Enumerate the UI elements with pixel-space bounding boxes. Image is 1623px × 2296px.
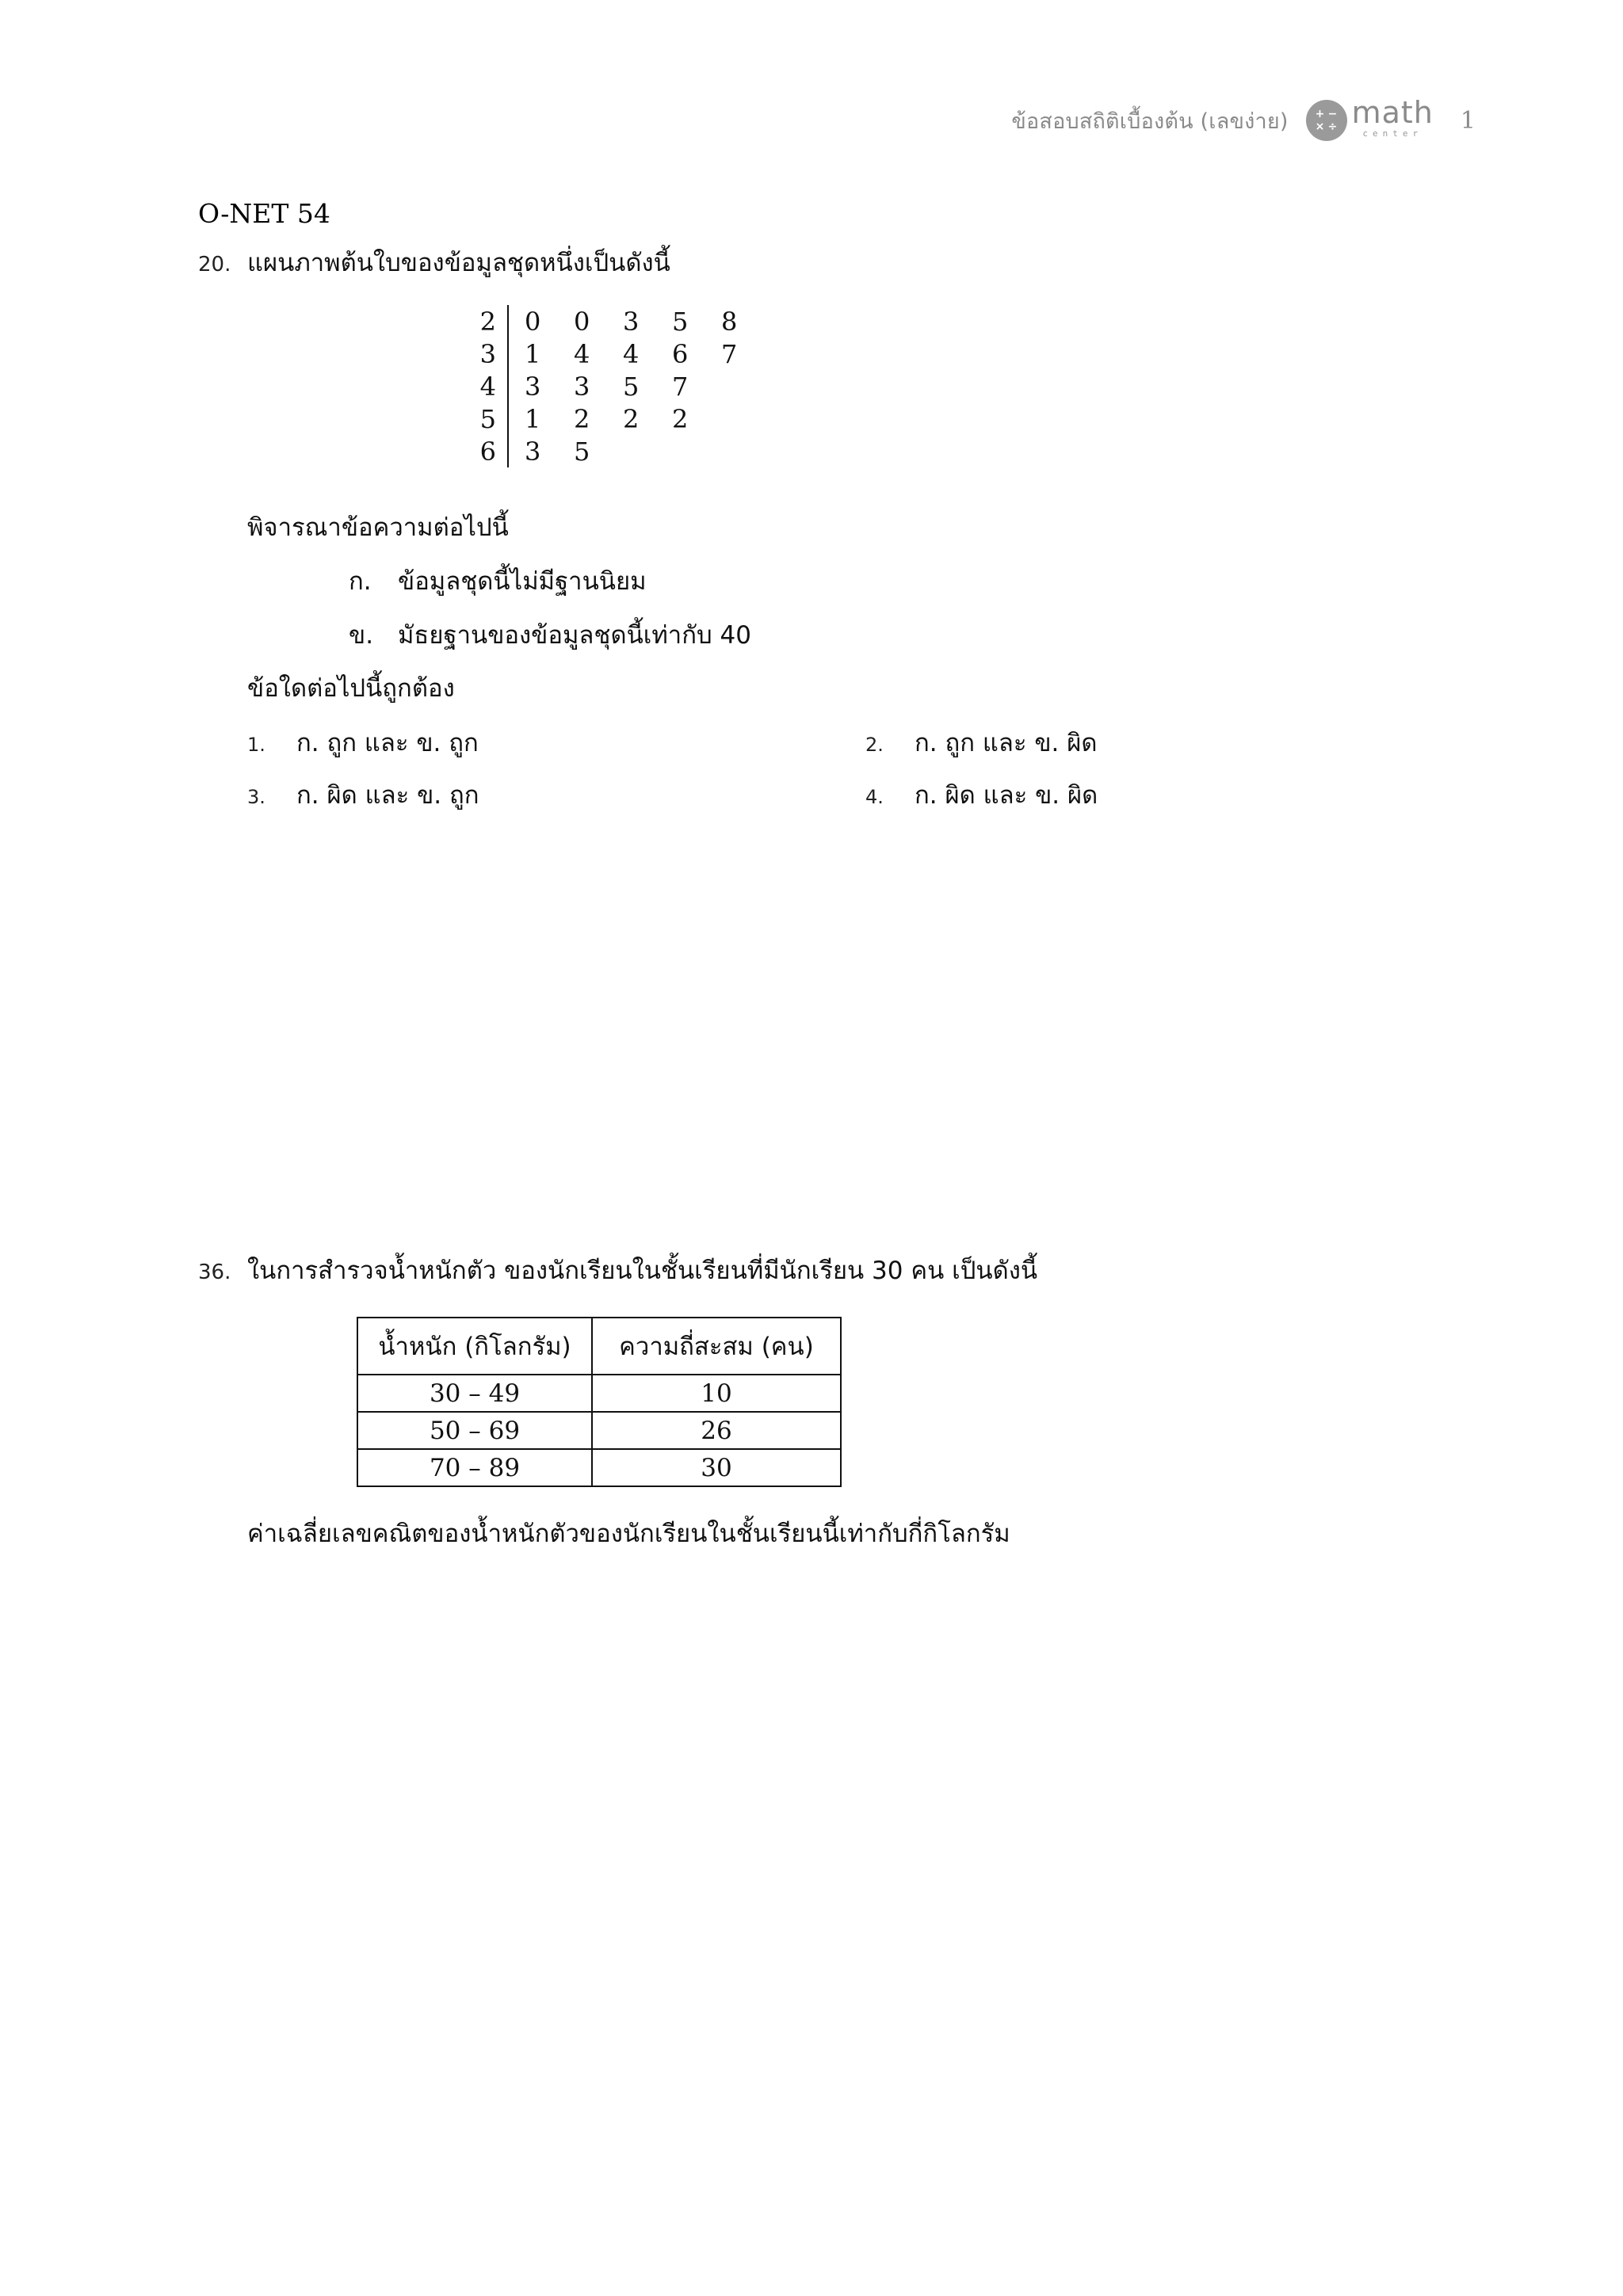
table-cell: 70 – 89 — [357, 1449, 592, 1486]
question-36-ask: ค่าเฉลี่ยเลขคณิตของน้ำหนักตัวของนักเรียนในชั้นเรียนนี้เท่ากับกี่กิโลกรัม — [247, 1520, 1010, 1548]
leaf: 5 — [672, 306, 689, 337]
header-title: ข้อสอบสถิติเบื้องต้น (เลขง่าย) — [1011, 109, 1289, 134]
stem-leaf-row — [474, 338, 770, 370]
statement-a — [349, 561, 647, 601]
consider-text: พิจารณาข้อความต่อไปนี้ — [247, 513, 509, 542]
stem-leaf-plot — [474, 305, 770, 467]
table-header-weight: น้ำหนัก (กิโลกรัม) — [357, 1318, 592, 1375]
question-text: แผนภาพต้นใบของข้อมูลชุดหนึ่งเป็นดังนี้ — [247, 249, 670, 277]
stem-leaf-row — [474, 435, 770, 467]
leaf: 1 — [525, 403, 541, 434]
leaf: 4 — [574, 338, 590, 369]
stem: 6 — [479, 436, 496, 467]
choice-3[interactable] — [247, 775, 479, 814]
table-cell: 26 — [592, 1412, 841, 1449]
stem: 3 — [479, 338, 496, 369]
leaf: 4 — [623, 338, 640, 369]
table-row — [357, 1375, 841, 1412]
leaf: 6 — [672, 338, 689, 369]
stem-leaf-row — [474, 305, 770, 338]
choice-text: ก. ถูก และ ข. ถูก — [296, 729, 479, 757]
statement-b — [349, 615, 751, 654]
table-cell: 30 – 49 — [357, 1375, 592, 1412]
table-header-cumulative-frequency: ความถี่สะสม (คน) — [592, 1318, 841, 1375]
leaf: 2 — [574, 403, 590, 434]
statement-text: ข้อมูลชุดนี้ไม่มีฐานนิยม — [398, 567, 647, 596]
stem: 5 — [479, 403, 496, 434]
stem-leaf-row — [474, 402, 770, 435]
statement-marker: ก. — [349, 567, 372, 596]
leaf: 8 — [721, 306, 738, 337]
leaf: 3 — [623, 306, 640, 337]
table-row — [357, 1449, 841, 1486]
frequency-table — [357, 1317, 842, 1487]
choice-1[interactable] — [247, 723, 479, 762]
leaf: 3 — [525, 436, 541, 467]
question-20 — [198, 242, 670, 282]
calculator-icon: + − × ÷ — [1306, 100, 1347, 141]
page-number: 1 — [1460, 106, 1476, 135]
question-text: ในการสำรวจน้ำหนักตัว ของนักเรียนในชั้นเรียนที่มีนักเรียน 30 คน เป็นดังนี้ — [247, 1257, 1038, 1285]
stem-divider — [507, 435, 509, 467]
leaf: 3 — [574, 371, 590, 402]
table-cell: 30 — [592, 1449, 841, 1486]
stem-divider — [507, 305, 509, 338]
choice-number: 1. — [247, 734, 265, 756]
leaf: 7 — [672, 371, 689, 402]
choice-2[interactable] — [865, 723, 1098, 762]
leaf: 2 — [672, 403, 689, 434]
exam-heading: O-NET 54 — [198, 198, 330, 229]
question-number: 20. — [198, 253, 231, 277]
leaf: 0 — [525, 306, 541, 337]
stem-divider — [507, 370, 509, 402]
question-number: 36. — [198, 1261, 231, 1284]
stem-divider — [507, 402, 509, 435]
statement-text: มัธยฐานของข้อมูลชุดนี้เท่ากับ 40 — [398, 621, 751, 650]
choice-number: 4. — [865, 786, 884, 808]
logo-main-text: math — [1351, 94, 1434, 130]
leaf: 1 — [525, 338, 541, 369]
leaf: 2 — [623, 403, 640, 434]
table-cell: 10 — [592, 1375, 841, 1412]
leaf: 7 — [721, 338, 738, 369]
question-36 — [198, 1250, 1037, 1290]
stem: 2 — [479, 306, 496, 337]
logo-sub-text: center — [1362, 128, 1423, 139]
stem: 4 — [479, 371, 496, 402]
choice-number: 2. — [865, 734, 884, 756]
leaf: 5 — [623, 371, 640, 402]
table-row — [357, 1412, 841, 1449]
choice-text: ก. ผิด และ ข. ถูก — [296, 781, 479, 810]
choice-text: ก. ถูก และ ข. ผิด — [915, 729, 1098, 757]
table-cell: 50 – 69 — [357, 1412, 592, 1449]
stem-divider — [507, 338, 509, 370]
choice-text: ก. ผิด และ ข. ผิด — [915, 781, 1098, 810]
choice-4[interactable] — [865, 775, 1098, 814]
choice-number: 3. — [247, 786, 265, 808]
table-header-row — [357, 1318, 841, 1375]
math-center-logo — [1306, 94, 1434, 144]
prompt-text: ข้อใดต่อไปนี้ถูกต้อง — [247, 674, 455, 703]
statement-marker: ข. — [349, 621, 374, 650]
leaf: 3 — [525, 371, 541, 402]
leaf: 5 — [574, 436, 590, 467]
page-header — [1011, 95, 1476, 146]
leaf: 0 — [574, 306, 590, 337]
stem-leaf-row — [474, 370, 770, 402]
